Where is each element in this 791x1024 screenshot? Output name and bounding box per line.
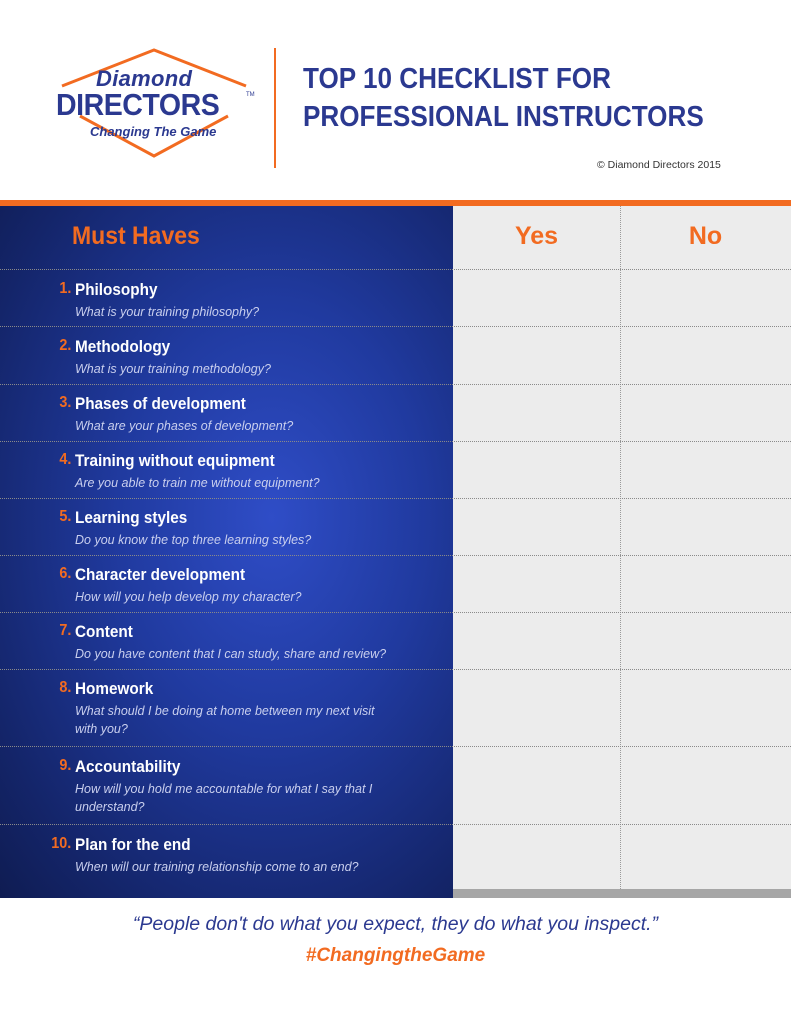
header	[0, 0, 791, 200]
item-number: 8.	[58, 679, 71, 696]
column-header-no: No	[688, 222, 723, 250]
item-number: 2.	[58, 337, 71, 354]
item-title: Character development	[75, 565, 246, 584]
item-title: Methodology	[75, 337, 171, 356]
footer-quote: “People don't do what you expect, they do what you inspect.”	[132, 913, 659, 935]
logo-trademark: TM	[246, 92, 255, 98]
item-question: What is your training methodology?	[75, 362, 271, 376]
logo-word-diamond: Diamond	[96, 66, 193, 91]
copyright-notice: © Diamond Directors 2015	[597, 159, 721, 171]
column-header-yes: Yes	[514, 222, 559, 250]
item-number: 7.	[58, 622, 71, 639]
item-title: Phases of development	[75, 394, 246, 413]
logo-tagline: Changing The Game	[90, 124, 217, 139]
item-number: 1.	[58, 280, 71, 297]
logo-word-directors: DIRECTORS	[56, 87, 220, 122]
item-question: What should I be doing at home between my next visit with you?	[75, 704, 375, 736]
item-number: 5.	[58, 508, 71, 525]
item-question: How will you help develop my character?	[75, 590, 302, 604]
item-title: Philosophy	[75, 280, 158, 299]
item-title: Training without equipment	[75, 451, 275, 470]
table-bottom-strip	[453, 889, 791, 898]
yes-no-column-divider	[620, 206, 621, 889]
footer-hashtag: #ChangingtheGame	[305, 945, 486, 966]
item-number: 10.	[50, 835, 71, 852]
item-title: Learning styles	[75, 508, 188, 527]
column-header-must-haves: Must Haves	[72, 222, 200, 250]
row-separator	[0, 441, 791, 442]
title-line-1: TOP 10 CHECKLIST FOR	[303, 63, 611, 95]
row-separator	[0, 746, 791, 747]
item-question: Are you able to train me without equipment?	[75, 476, 320, 490]
item-question: Do you have content that I can study, share and review?	[75, 647, 387, 661]
diamond-directors-logo	[50, 48, 265, 163]
row-separator	[0, 384, 791, 385]
title-line-2: PROFESSIONAL INSTRUCTORS	[303, 101, 704, 133]
header-divider	[274, 48, 276, 168]
item-number: 6.	[58, 565, 71, 582]
page-title	[303, 60, 704, 136]
item-number: 3.	[58, 394, 71, 411]
item-number: 4.	[58, 451, 71, 468]
row-separator	[0, 555, 791, 556]
item-question: When will our training relationship come to an end?	[75, 860, 359, 874]
item-title: Plan for the end	[75, 835, 191, 854]
row-separator	[0, 669, 791, 670]
item-question: What is your training philosophy?	[75, 305, 260, 319]
item-question: Do you know the top three learning styles?	[75, 533, 312, 547]
item-title: Content	[75, 622, 133, 641]
row-separator	[0, 269, 791, 270]
row-separator	[0, 612, 791, 613]
item-title: Accountability	[75, 757, 181, 776]
row-separator	[0, 326, 791, 327]
item-question: How will you hold me accountable for what I say that I understand?	[75, 782, 373, 814]
item-title: Homework	[75, 679, 154, 698]
item-number: 9.	[58, 757, 71, 774]
yes-no-panel	[453, 206, 791, 889]
item-question: What are your phases of development?	[75, 419, 294, 433]
row-separator	[0, 498, 791, 499]
row-separator	[0, 824, 791, 825]
